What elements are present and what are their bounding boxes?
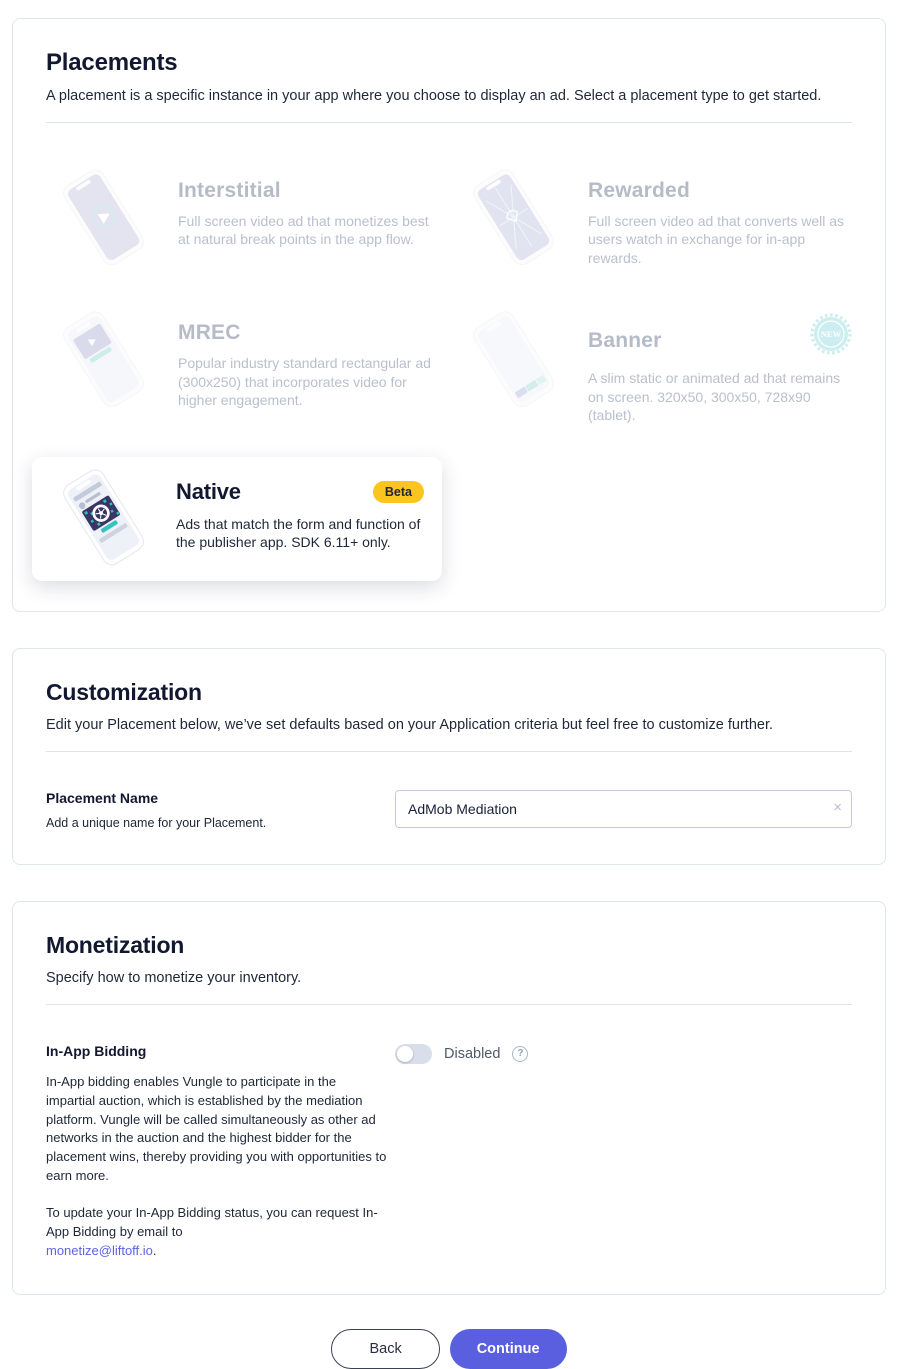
native-phone-icon	[46, 469, 162, 565]
placements-title: Placements	[46, 49, 178, 76]
link-suffix: .	[152, 1242, 157, 1258]
divider	[46, 751, 852, 752]
banner-description: A slim static or animated ad that remains on screen. 320x50, 300x50, 728x90 (tablet).	[588, 370, 841, 424]
placement-type-native-selected[interactable]	[32, 457, 442, 581]
placement-type-banner[interactable]	[456, 311, 852, 424]
beta-badge: Beta	[373, 481, 424, 503]
divider	[46, 1004, 852, 1005]
rewarded-description: Full screen video ad that converts well as users watch in exchange for in-app rewards.	[588, 213, 845, 266]
banner-phone-icon	[456, 311, 572, 407]
help-icon[interactable]: ?	[512, 1046, 528, 1062]
rewarded-phone-icon	[456, 169, 572, 265]
native-label: Native	[176, 478, 241, 504]
mrec-phone-icon	[46, 311, 162, 407]
customization-title: Customization	[46, 678, 202, 705]
interstitial-description: Full screen video ad that monetizes best at natural break points in the app flow.	[178, 213, 429, 248]
in-app-bidding-label: In-App Bidding	[46, 1042, 147, 1059]
monetization-subtitle: Specify how to monetize your inventory.	[46, 969, 302, 986]
placement-name-help: Add a unique name for your Placement.	[46, 815, 267, 830]
new-badge-label: NEW	[820, 329, 842, 340]
placement-name-input[interactable]	[395, 790, 852, 828]
continue-button[interactable]: Continue	[450, 1329, 567, 1369]
back-button[interactable]: Back	[331, 1329, 439, 1369]
clear-input-icon[interactable]: ×	[833, 798, 842, 816]
footer-actions	[12, 1329, 886, 1369]
placement-type-rewarded[interactable]	[456, 169, 852, 267]
rewarded-label: Rewarded	[588, 179, 690, 202]
customization-subtitle: Edit your Placement below, we’ve set defaults based on your Application criteria but feel free to customize further.	[46, 716, 774, 733]
in-app-bidding-description: In-App bidding enables Vungle to participate in the impartial auction, which is established by the mediation platform. Vungle will be called simultaneously as other ad networks in the auction and the highest bidder for the placement wins, thereby providing you with opportunities to earn more.	[46, 1073, 387, 1184]
placement-name-label: Placement Name	[46, 789, 159, 806]
placement-name-row	[46, 790, 852, 830]
divider	[46, 122, 852, 123]
banner-label: Banner	[588, 328, 662, 352]
mrec-label: MREC	[178, 321, 241, 345]
placement-type-grid	[46, 169, 852, 577]
monetize-email-link[interactable]: monetize@liftoff.io	[46, 1242, 153, 1258]
monetization-title: Monetization	[46, 931, 185, 958]
placements-subtitle: A placement is a specific instance in your app where you choose to display an ad. Select a placement type to get started.	[46, 88, 822, 104]
new-badge-icon	[810, 313, 852, 355]
interstitial-label: Interstitial	[178, 179, 281, 202]
in-app-bidding-row	[46, 1043, 852, 1261]
monetization-card	[12, 901, 886, 1296]
native-description: Ads that match the form and function of the publisher app. SDK 6.11+ only.	[176, 515, 421, 551]
in-app-bidding-status: Disabled	[444, 1045, 501, 1062]
in-app-bidding-update-note: To update your In-App Bidding status, you can request In-App Bidding by email to	[46, 1204, 378, 1239]
customization-card	[12, 648, 886, 865]
placements-card	[12, 18, 886, 612]
mrec-description: Popular industry standard rectangular ad (300x250) that incorporates video for higher engagement.	[178, 355, 431, 409]
toggle-knob	[397, 1046, 413, 1062]
in-app-bidding-toggle[interactable]	[395, 1044, 432, 1064]
interstitial-phone-icon	[46, 169, 162, 265]
placement-type-mrec[interactable]	[46, 311, 442, 424]
placement-type-interstitial[interactable]	[46, 169, 442, 267]
